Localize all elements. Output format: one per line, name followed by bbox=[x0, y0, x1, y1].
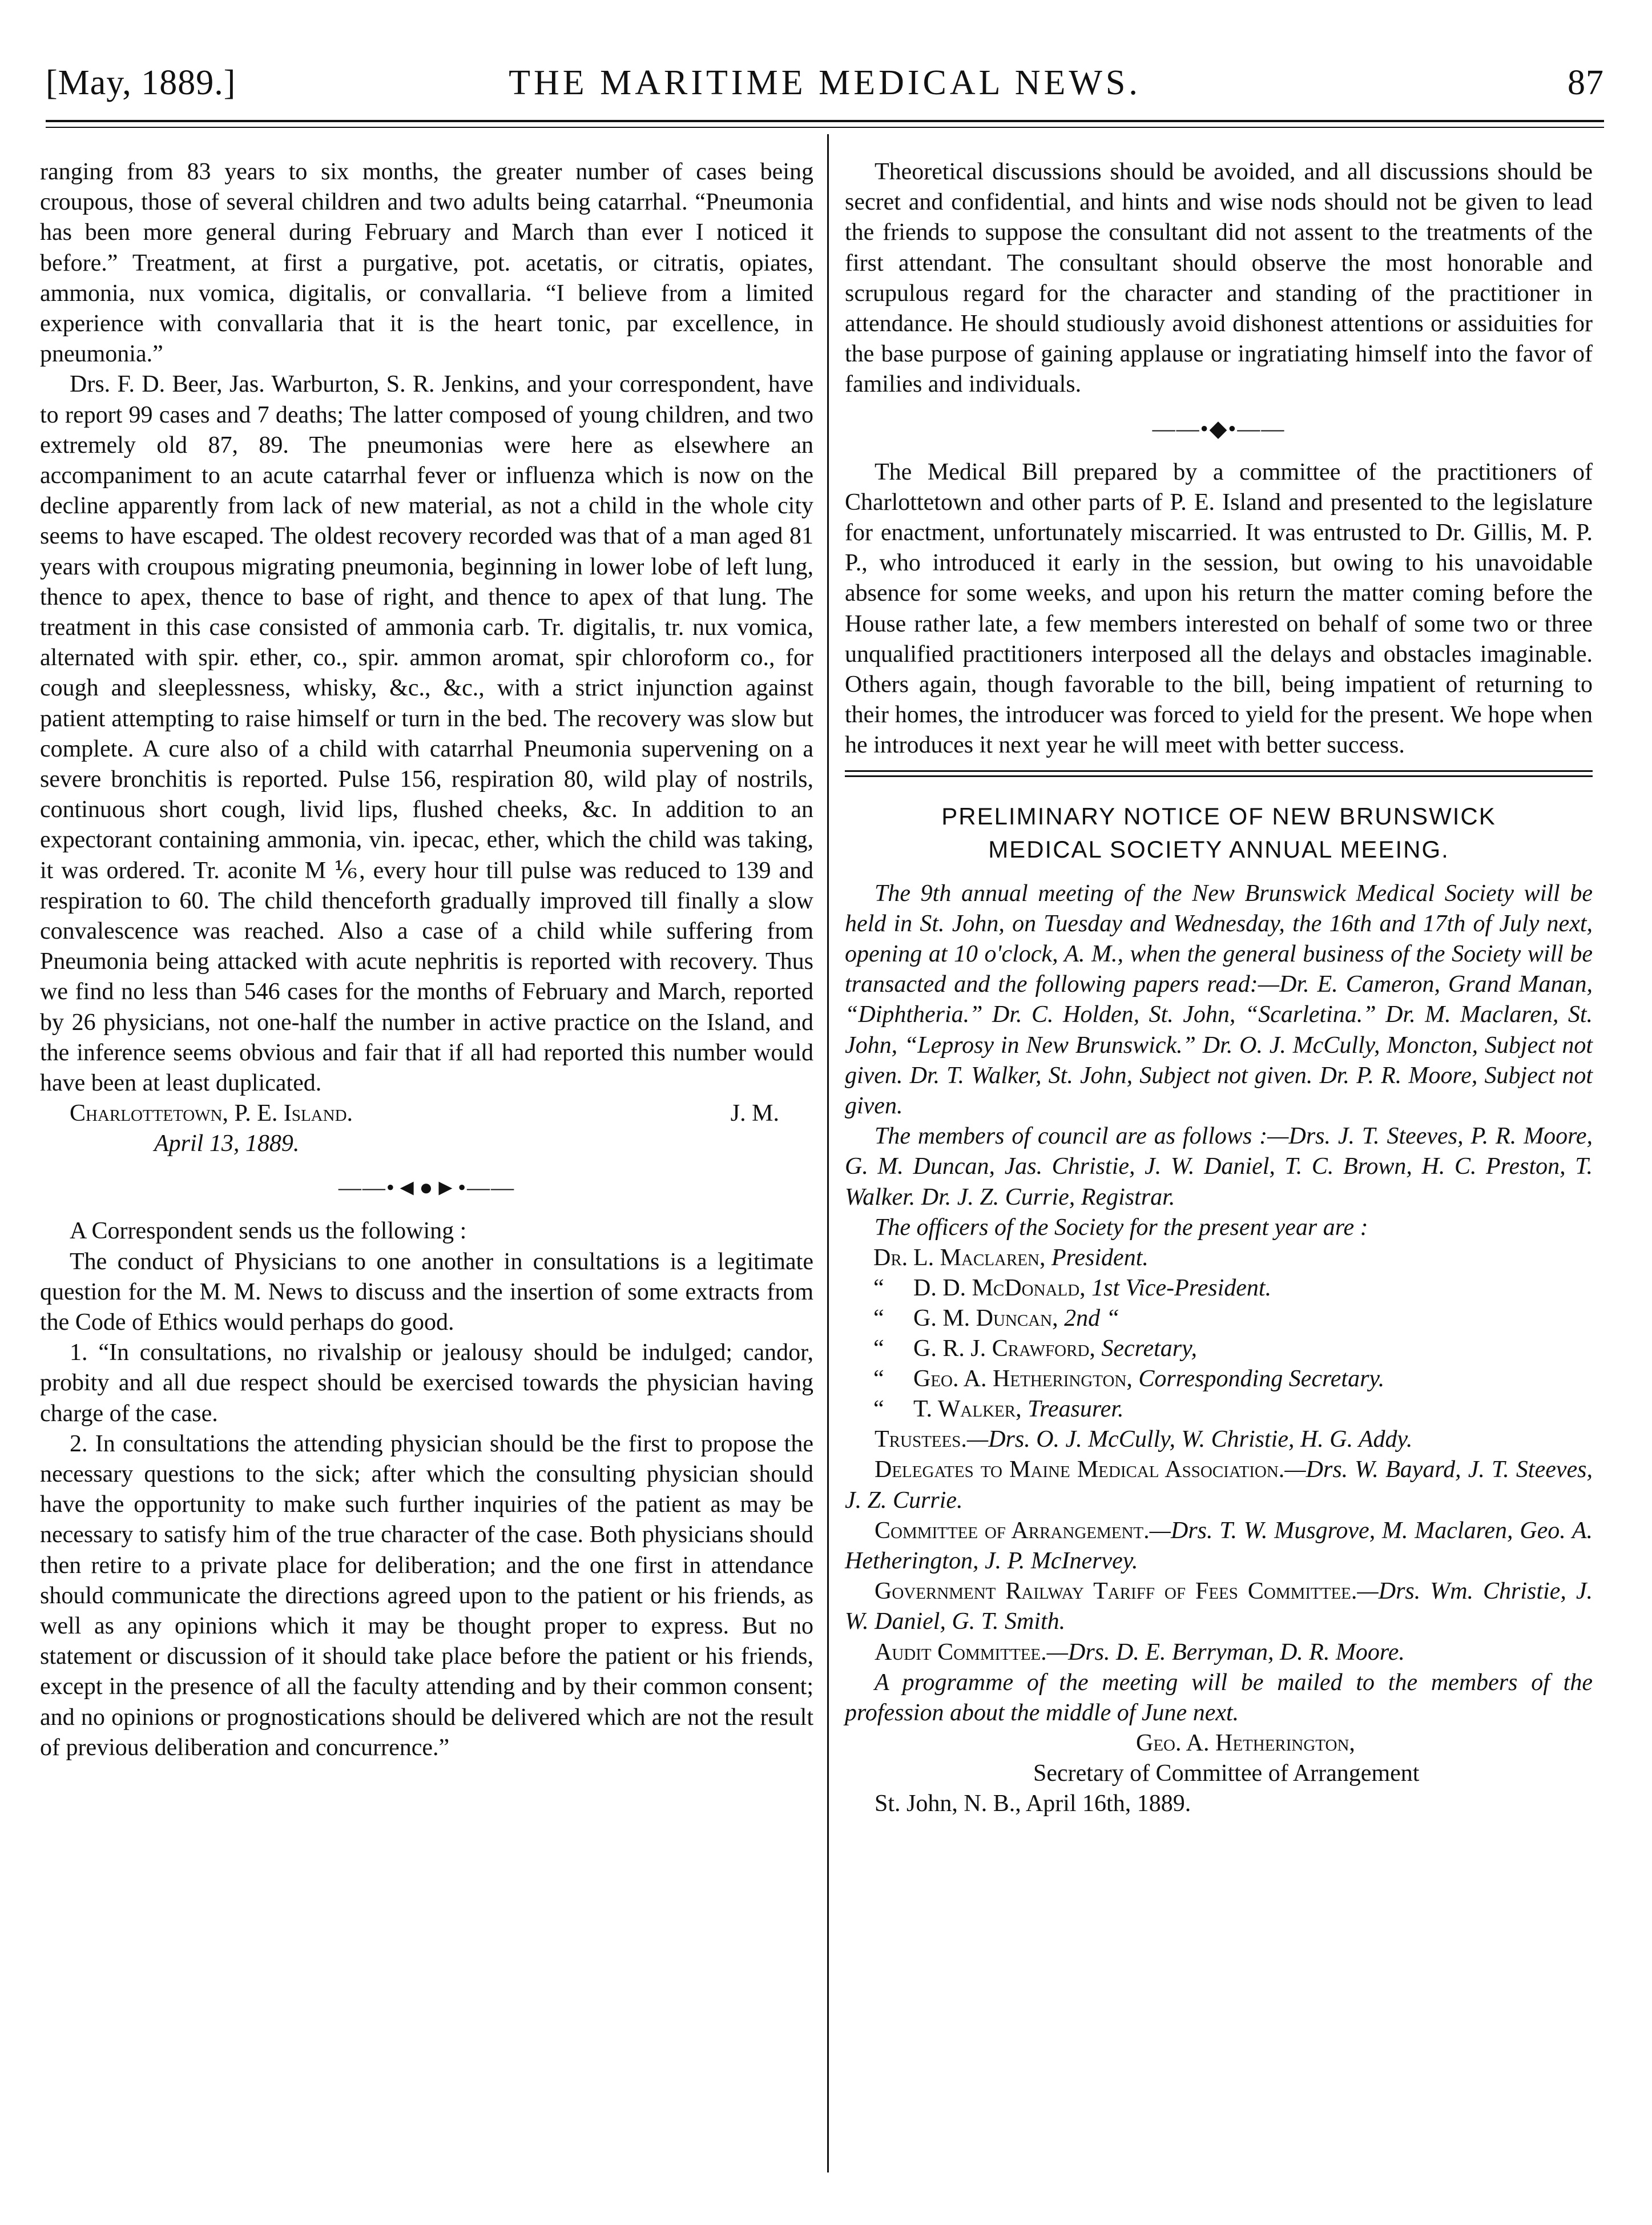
header-rule-thin bbox=[46, 127, 1604, 128]
left-paragraph-5: 1. “In consultations, no rivalship or jealousy should be indulged; candor, probity and all due respect should be exercised towards the physician having charge of the case. bbox=[40, 1339, 813, 1427]
letter-signature bbox=[40, 1099, 813, 1129]
officer-item: “ G. M. Duncan, 2nd “ bbox=[873, 1305, 1119, 1332]
left-column bbox=[40, 157, 813, 1763]
left-paragraph-1: ranging from 83 years to six months, the greater number of cases being croupous, those of several children and two adults being catarrhal. “Pneumonia has been more general during February and March than ever I noticed it before.” Treatment, at first a purgative, pot. acetatis, or citratis, opiates, ammonia, nux vomica, digitalis, or convallaria. “I believe from a limited experience with convallaria that it is the heart tonic, par excellence, in pneumonia.” bbox=[40, 159, 813, 368]
officer-item: “ T. Walker, Treasurer. bbox=[873, 1396, 1124, 1423]
section-ornament-2: ——•◆•—— bbox=[1152, 415, 1286, 441]
column-divider bbox=[827, 134, 829, 2172]
officer-item: Dr. L. Maclaren, President. bbox=[873, 1245, 1149, 1272]
header-rule bbox=[46, 120, 1604, 122]
signature-initials: J. M. bbox=[730, 1100, 779, 1127]
programme-note: A programme of the meeting will be mailed to the members of the profession about the middle of June next. bbox=[845, 1669, 1593, 1726]
audit-line: Audit Committee.—Drs. D. E. Berryman, D. R. Moore. bbox=[875, 1639, 1405, 1665]
signatory-place-date: St. John, N. B., April 16th, 1889. bbox=[875, 1791, 1191, 1817]
signature-date: April 13, 1889. bbox=[154, 1130, 300, 1157]
officer-item: “ D. D. McDonald, 1st Vice-President. bbox=[873, 1275, 1272, 1302]
signature-place: Charlottetown, P. E. Island. bbox=[70, 1100, 353, 1127]
arrangement-line: Committee of Arrangement.—Drs. T. W. Musgrove, M. Maclaren, Geo. A. Hetherington, J. P. McInervey. bbox=[845, 1517, 1593, 1574]
trustees-line: Trustees.—Drs. O. J. McCully, W. Christie, H. G. Addy. bbox=[875, 1426, 1413, 1453]
notice-paragraph-2: The members of council are as follows :—Drs. J. T. Steeves, P. R. Moore, G. M. Duncan, Jas. Christie, J. W. Daniel, T. C. Brown, H. C. Preston, T. Walker. Dr. J. Z. Currie, Registrar. bbox=[845, 1123, 1593, 1210]
running-header bbox=[46, 57, 1604, 120]
left-paragraph-2: Drs. F. D. Beer, Jas. Warburton, S. R. Jenkins, and your correspondent, have to report 99 cases and 7 deaths; The latter composed of young children, and two extremely old 87, 89. The pneumonias were here as elsewhere an accompaniment to an acute catarrhal fever or influenza which is now on the decline apparently from lack of new material, as not a child in the whole city seems to have escaped. The oldest recovery recorded was that of a man aged 81 years with croupous migrating pneumonia, beginning in lower lobe of left lung, thence to apex, thence to base of right, and thence to apex of that lung. The treatment in this case consisted of ammonia carb. Tr. digitalis, tr. nux vomica, alternated with spir. ether, co., spir. ammon aromat, spir chloroform co., for cough and sleeplessness, whisky, &c., &c., with a strict injunction against patient attempting to raise himself or turn in the bed. The recovery was slow but complete. A cure also of a child with catarrhal Pneumonia supervening on a severe bronchitis is reported. Pulse 156, respiration 80, wild play of nostrils, continuous short cough, livid lips, flushed cheeks, &c. In addition to an expectorant containing ammonia, vin. ipecac, ether, which the child was taking, it was ordered. Tr. aconite M ⅙, every hour till pulse was reduced to 139 and respiration to 60. The child thenceforth gradually improved till finally a slow convalescence was reached. Also a case of a child while suffering from Pneumonia being attacked with acute nephritis is reported with recovery. Thus we find no less than 546 cases for the months of February and March, reported by 26 physicians, not one-half the number in active practice on the Island, and the inference seems obvious and fair that if all had reported this number would have been at least duplicated. bbox=[40, 371, 813, 1097]
notice-title-line-1: PRELIMINARY NOTICE OF NEW BRUNSWICK bbox=[941, 802, 1496, 830]
notice-title-line-2: MEDICAL SOCIETY ANNUAL MEEING. bbox=[988, 835, 1449, 863]
notice-title bbox=[845, 800, 1593, 866]
left-paragraph-6: 2. In consultations the attending physician should be the first to propose the necessary questions to the sick; after which the consulting physician should have the opportunity to make such further inquiries of the patient as may be necessary to satisfy him of the true character of the case. Both physicians should then retire to a private place for deliberation; and the one first in attendance should communicate the directions agreed upon to the patient or his friends, as well as any opinions which it may be thought proper to express. But no statement or discussion of it should take place before the patient or his friends, except in the presence of all the faculty attending and by their common consent; and no opinions or prognostications should be delivered which are not the result of previous deliberation and concurrence.” bbox=[40, 1430, 813, 1761]
journal-title: THE MARITIME MEDICAL NEWS. bbox=[509, 63, 1141, 102]
left-paragraph-3: A Correspondent sends us the following : bbox=[70, 1218, 467, 1245]
right-paragraph-2: The Medical Bill prepared by a committee of the practitioners of Charlottetown and other parts of P. E. Island and presented to the legislature for enactment, unfortunately miscarried. It was entrusted to Dr. Gillis, M. P. P., who introduced it early in the session, but owing to his unavoidable absence for some weeks, and upon his return the matter coming before the House rather late, a few members interested on behalf of some two or three unqualified practitioners interposed all the delays and obstacles imaginable. Others again, though favorable to the bill, being impatient of returning to their homes, the introducer was forced to yield for the present. We hope when he introduces it next year he will meet with better success. bbox=[845, 458, 1593, 759]
delegates-line: Delegates to Maine Medical Association.—Drs. W. Bayard, J. T. Steeves, J. Z. Currie. bbox=[845, 1456, 1593, 1514]
railway-line: Government Railway Tariff of Fees Committee.—Drs. Wm. Christie, J. W. Daniel, G. T. Smith. bbox=[845, 1578, 1593, 1635]
section-double-rule bbox=[845, 770, 1593, 777]
right-paragraph-1: Theoretical discussions should be avoided, and all discussions should be secret and confidential, and hints and wise nods should not be given to lead the friends to suppose the consultant did not assent to the treatments of the first attendant. The consultant should observe the most honorable and scrupulous regard for the character and standing of the practitioner in attendance. He should studiously avoid dishonest attentions or assiduities for the base purpose of gaining applause or ingratiating himself into the favor of families and individuals. bbox=[845, 159, 1593, 398]
section-ornament: ——•◄●►•—— bbox=[338, 1174, 515, 1201]
notice-paragraph-3: The officers of the Society for the present year are : bbox=[875, 1214, 1368, 1241]
right-column bbox=[845, 157, 1593, 1819]
officer-list bbox=[845, 1243, 1593, 1425]
officer-item: “ Geo. A. Hetherington, Corresponding Secretary. bbox=[873, 1366, 1385, 1393]
officer-item: “ G. R. J. Crawford, Secretary, bbox=[873, 1335, 1197, 1362]
signatory-name: Geo. A. Hetherington, bbox=[1136, 1730, 1355, 1757]
left-paragraph-4: The conduct of Physicians to one another in consultations is a legitimate question for the M. M. News to discuss and the insertion of some extracts from the Code of Ethics would perhaps do good. bbox=[40, 1248, 813, 1335]
issue-date: [May, 1889.] bbox=[46, 63, 236, 102]
signatory-title: Secretary of Committee of Arrangement bbox=[1033, 1760, 1420, 1787]
page-number: 87 bbox=[1568, 63, 1604, 102]
notice-paragraph-1: The 9th annual meeting of the New Brunswick Medical Society will be held in St. John, on Tuesday and Wednesday, the 16th and 17th of July next, opening at 10 o'clock, A. M., when the general business of the Society will be transacted and the following papers read:—Dr. E. Cameron, Grand Manan, “Diphtheria.” Dr. C. Holden, St. John, “Scarletina.” Dr. M. Maclaren, St. John, “Leprosy in New Brunswick.” Dr. O. J. McCully, Moncton, Subject not given. Dr. T. Walker, St. John, Subject not given. Dr. P. R. Moore, Subject not given. bbox=[845, 880, 1593, 1120]
